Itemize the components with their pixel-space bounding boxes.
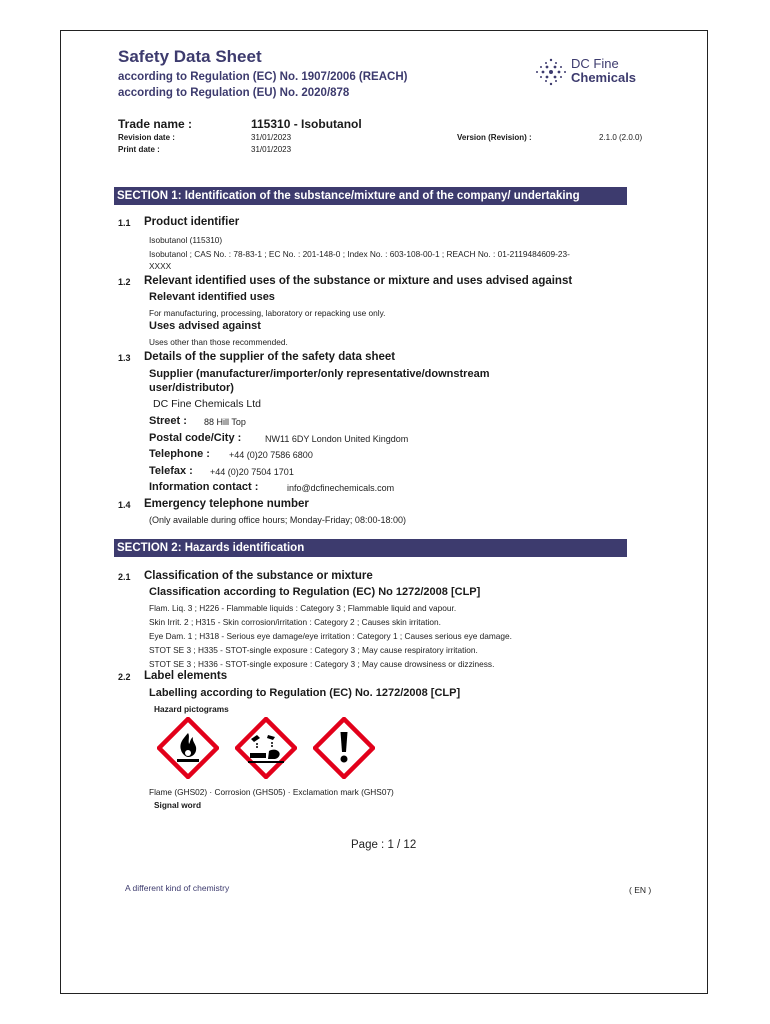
- trade-name-value: 115310 - Isobutanol: [251, 117, 362, 131]
- emergency-phone-text: (Only available during office hours; Monday-Friday; 08:00-18:00): [149, 515, 406, 525]
- street-label: Street :: [149, 415, 187, 427]
- document-page: [60, 30, 708, 994]
- exclamation-icon: [313, 717, 375, 779]
- section-1-header: SECTION 1: Identification of the substance/mixture and of the company/ undertaking: [114, 187, 627, 205]
- section-1-3-title: Details of the supplier of the safety data sheet: [144, 351, 396, 363]
- telephone-value: +44 (0)20 7586 6800: [229, 450, 313, 460]
- revision-date-value: 31/01/2023: [251, 133, 292, 142]
- classification-line: Flam. Liq. 3 ; H226 - Flammable liquids : Category 3 ; Flammable liquid and vapour.: [149, 603, 457, 613]
- identified-uses-heading: Relevant identified uses: [149, 291, 275, 303]
- footer-tagline: A different kind of chemistry: [125, 883, 230, 893]
- section-2-2-title: Label elements: [144, 670, 228, 682]
- classification-line: STOT SE 3 ; H336 - STOT-single exposure : Category 3 ; May cause drowsiness or dizziness.: [149, 659, 495, 669]
- section-1-3-number: 1.3: [118, 353, 131, 363]
- information-contact-value: info@dcfinechemicals.com: [287, 483, 395, 493]
- section-1-1-title: Product identifier: [144, 216, 240, 228]
- street-value: 88 Hill Top: [204, 417, 246, 427]
- section-2-1-number: 2.1: [118, 572, 131, 582]
- section-1-1-number: 1.1: [118, 218, 131, 228]
- classification-line: Eye Dam. 1 ; H318 - Serious eye damage/eye irritation : Category 1 ; Causes serious eye damage.: [149, 631, 512, 641]
- version-value: 2.1.0 (2.0.0): [599, 133, 643, 142]
- version-label: Version (Revision) :: [457, 133, 532, 142]
- clp-labelling-heading: Labelling according to Regulation (EC) No. 1272/2008 [CLP]: [149, 687, 461, 699]
- postal-city-label: Postal code/City :: [149, 432, 242, 444]
- product-name-line: Isobutanol (115310): [149, 235, 223, 245]
- print-date-value: 31/01/2023: [251, 145, 292, 154]
- logo-line-2: Chemicals: [571, 70, 637, 85]
- information-contact-label: Information contact :: [149, 481, 259, 493]
- company-logo: [533, 55, 653, 89]
- hazard-pictograms-label: Hazard pictograms: [154, 704, 229, 714]
- supplier-company: DC Fine Chemicals Ltd: [153, 398, 261, 410]
- logo-text: [571, 57, 636, 85]
- product-ids-line: Isobutanol ; CAS No. : 78-83-1 ; EC No. : 201-148-0 ; Index No. : 603-108-00-1 ; REACH No. : 01-2119484609-23-: [149, 249, 570, 259]
- classification-line: STOT SE 3 ; H335 - STOT-single exposure : Category 3 ; May cause respiratory irritation.: [149, 645, 478, 655]
- pictograms-caption: Flame (GHS02) · Corrosion (GHS05) · Exclamation mark (GHS07): [149, 787, 394, 797]
- page-number: Page : 1 / 12: [351, 839, 417, 851]
- section-2-header: SECTION 2: Hazards identification: [114, 539, 627, 557]
- uses-advised-against-heading: Uses advised against: [149, 320, 261, 332]
- section-1-2-title: Relevant identified uses of the substance or mixture and uses advised against: [144, 275, 573, 287]
- clp-classification-heading: Classification according to Regulation (EC) No 1272/2008 [CLP]: [149, 586, 481, 598]
- uses-advised-against-text: Uses other than those recommended.: [149, 337, 288, 347]
- section-2-2-number: 2.2: [118, 672, 131, 682]
- supplier-heading-1: Supplier (manufacturer/importer/only representative/downstream: [149, 368, 490, 380]
- document-title: Safety Data Sheet: [118, 47, 262, 66]
- classification-line: Skin Irrit. 2 ; H315 - Skin corrosion/irritation : Category 2 ; Causes skin irritation.: [149, 617, 441, 627]
- identified-uses-text: For manufacturing, processing, laboratory or repacking use only.: [149, 308, 386, 318]
- telephone-label: Telephone :: [149, 448, 210, 460]
- supplier-heading-2: user/distributor): [149, 382, 234, 394]
- telefax-label: Telefax :: [149, 465, 193, 477]
- section-1-4-title: Emergency telephone number: [144, 498, 309, 510]
- print-date-label: Print date :: [118, 145, 160, 154]
- logo-dots-icon: [533, 55, 569, 89]
- product-ids-line-2: XXXX: [149, 261, 172, 271]
- postal-city-value: NW11 6DY London United Kingdom: [265, 434, 409, 444]
- telefax-value: +44 (0)20 7504 1701: [210, 467, 294, 477]
- signal-word-label: Signal word: [154, 800, 202, 810]
- regulation-line-2: according to Regulation (EU) No. 2020/878: [118, 87, 350, 99]
- corrosion-icon: [235, 717, 297, 779]
- section-2-1-title: Classification of the substance or mixture: [144, 570, 373, 582]
- regulation-line-1: according to Regulation (EC) No. 1907/2006 (REACH): [118, 71, 408, 83]
- flame-icon: [157, 717, 219, 779]
- footer-language: ( EN ): [629, 885, 652, 895]
- trade-name-label: Trade name :: [118, 117, 193, 131]
- section-1-2-number: 1.2: [118, 277, 131, 287]
- logo-line-1: DC Fine: [571, 56, 619, 71]
- section-1-4-number: 1.4: [118, 500, 131, 510]
- revision-date-label: Revision date :: [118, 133, 175, 142]
